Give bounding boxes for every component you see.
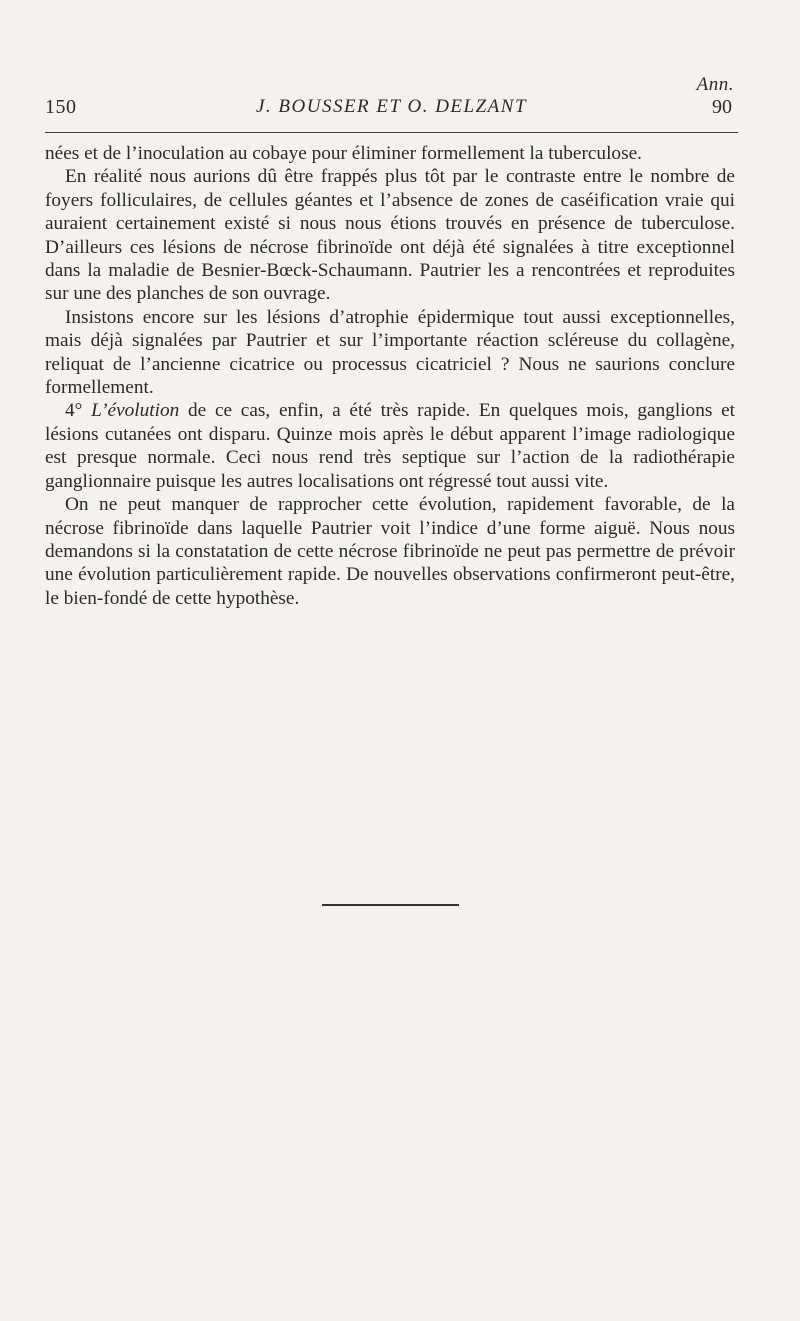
paragraph-continuation — [45, 142, 735, 165]
journal-abbreviation: Ann. — [696, 74, 734, 95]
page-number: 150 — [45, 96, 77, 118]
body-text — [45, 142, 735, 610]
paragraph-text: On ne peut manquer de rapprocher cette évolution, rapidement favorable, de la nécrose fibrinoïde dans laquelle Pautrier voit l’indice d’une forme aiguë. Nous nous demandons si la constatation de cette nécrose fibrinoïde ne peut pas permettre de prévoir une évolution particulièrement rapide. De nouvelles observations confirmeront peut-être, le bien-fondé de cette hypothèse. — [45, 494, 735, 609]
paragraph — [45, 306, 735, 400]
paragraph-text: En réalité nous aurions dû être frappés plus tôt par le contraste entre le nombre de foyers folliculaires, de cellules géantes et l’absence de zones de caséification vraie qui auraient certainement existé si nous nous étions trouvés en présence de tuberculose. D’ailleurs ces lésions de nécrose fibrinoïde ont déjà été signalées à titre exceptionnel dans la maladie de Besnier-Bœck-Schaumann. Pautrier les a rencontrées et reproduites sur une des planches de son ouvrage. — [45, 166, 735, 305]
paragraph — [45, 493, 735, 610]
section-end-rule — [322, 904, 459, 906]
running-head — [45, 74, 738, 134]
item-number: 4° — [65, 400, 83, 422]
header-rule — [45, 132, 738, 133]
paragraph-text: nées et de l’inoculation au cobaye pour éliminer formellement la tuberculose. — [45, 143, 642, 164]
italic-lead: L’évolution — [91, 400, 180, 422]
paragraph-text: Insistons encore sur les lésions d’atrophie épidermique tout aussi exceptionnelles, mais déjà signalées par Pautrier et sur l’importante réaction scléreuse du collagène, reliquat de l’ancienne cicatrice ou processus cicatriciel ? Nous ne saurions conclure formellement. — [45, 306, 735, 399]
running-head-authors: J. BOUSSER ET O. DELZANT — [255, 96, 528, 117]
volume-number: 90 — [712, 96, 732, 118]
paragraph — [45, 165, 735, 305]
paragraph-text: de ce cas, enfin, a été très rapide. En quelques mois, ganglions et lésions cutanées ont disparu. Quinze mois après le début apparent l’image radiologique est presque normale. Ceci nous rend très septique sur l’action de la radiothérapie ganglionnaire puisque les autres localisations ont régressé tout aussi vite. — [45, 400, 735, 492]
paragraph-numbered — [45, 399, 735, 493]
